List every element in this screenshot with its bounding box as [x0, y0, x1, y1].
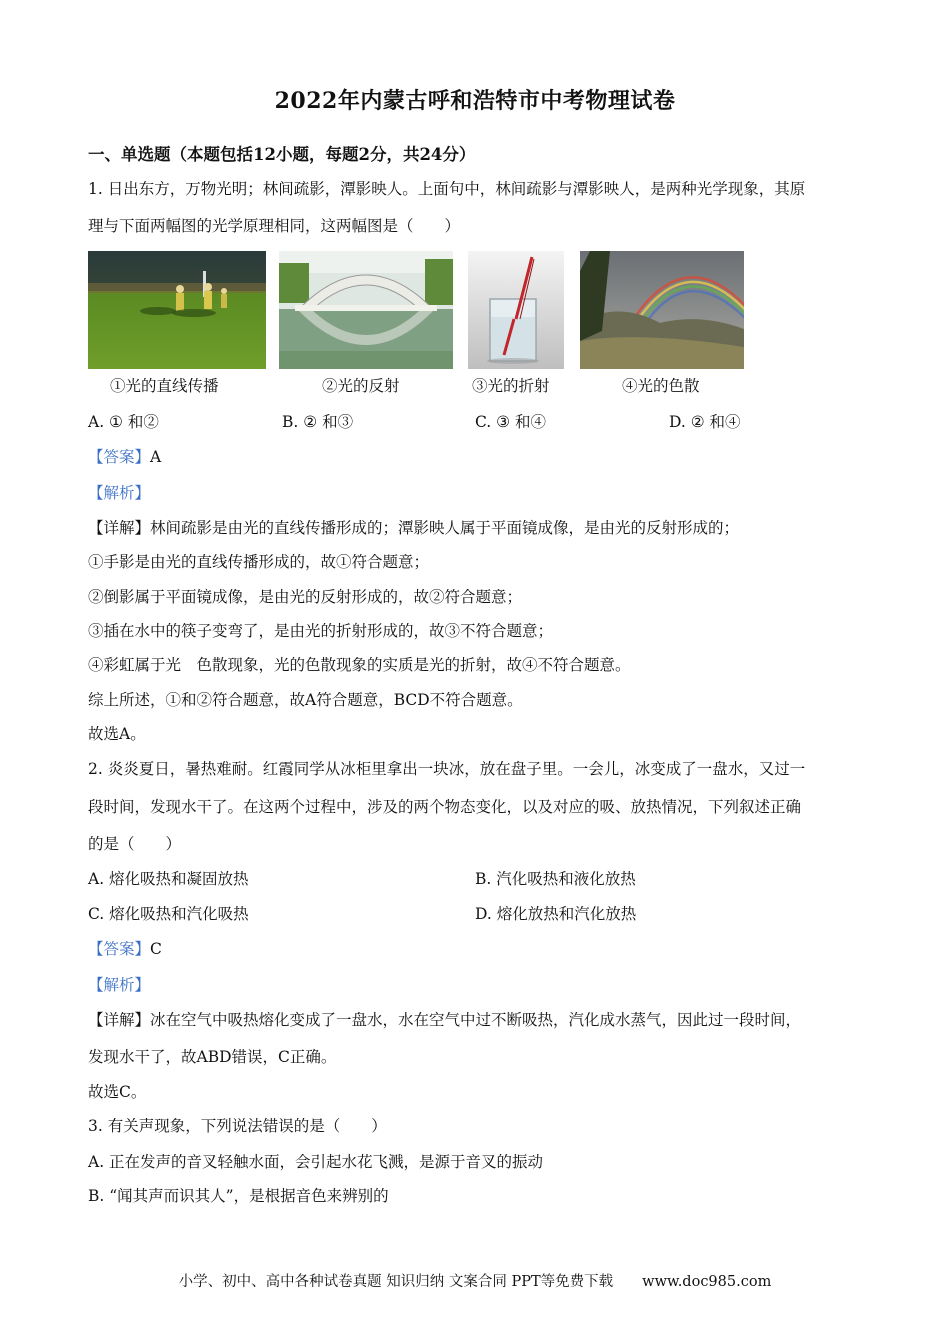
page-title: 2022年内蒙古呼和浩特市中考物理试卷: [274, 88, 676, 114]
q3-option-b: B. “闻其声而识其人”，是根据音色来辨别的: [88, 1187, 389, 1205]
page-footer: 小学、初中、高中各种试卷真题 知识归纳 文案合同 PPT等免费下载 www.doc985.com: [178, 1274, 772, 1290]
q1-option-d: D. ② 和④: [669, 413, 741, 431]
q1-caption-3: ③光的折射: [472, 377, 550, 395]
q1-caption-4: ④光的色散: [622, 377, 700, 395]
answer-tag: 【答案】: [88, 448, 151, 466]
q1-image-row: [88, 251, 748, 369]
q1-detail-line7: 故选A。: [88, 725, 146, 743]
q1-option-c: C. ③ 和④: [475, 413, 546, 431]
detail-tag: 【详解】: [88, 1011, 151, 1029]
answer-tag: 【答案】: [88, 940, 151, 958]
section-heading: 一、单选题（本题包括12小题，每题2分，共24分）: [88, 145, 476, 164]
q2-analysis-tag: 【解析】: [88, 976, 151, 994]
q1-caption-2: ②光的反射: [322, 377, 400, 395]
q1-caption-1: ①光的直线传播: [110, 377, 219, 395]
q1-detail-line5: ④彩虹属于光 色散现象，光的色散现象的实质是光的折射，故④不符合题意。: [88, 656, 631, 674]
q1-option-b: B. ② 和③: [282, 413, 354, 431]
q2-option-b: B. 汽化吸热和液化放热: [475, 870, 636, 888]
q1-stem-line2: 理与下面两幅图的光学原理相同，这两幅图是（ ）: [88, 217, 461, 235]
answer-value: A: [150, 448, 162, 466]
q2-option-a: A. 熔化吸热和凝固放热: [88, 870, 249, 888]
q1-detail-line6: 综上所述，①和②符合题意，故A符合题意，BCD不符合题意。: [88, 691, 523, 709]
q2-detail-line1: [88, 1008, 801, 1030]
q1-option-a: A. ① 和②: [88, 413, 159, 431]
q3-option-a: A. 正在发声的音叉轻触水面，会引起水花飞溅，是源于音叉的振动: [88, 1153, 544, 1171]
q2-option-d: D. 熔化放热和汽化放热: [475, 905, 637, 923]
q1-detail-line1: [88, 516, 739, 538]
q3-stem: 3. 有关声现象，下列说法错误的是（ ）: [88, 1117, 387, 1135]
q2-stem-line3: 的是（ ）: [88, 835, 182, 853]
q1-analysis-tag: 【解析】: [88, 484, 151, 502]
q2-option-c: C. 熔化吸热和汽化吸热: [88, 905, 249, 923]
q1-answer: [88, 445, 161, 467]
rainbow-photo: [580, 251, 744, 369]
q1-detail-line4: ③插在水中的筷子变弯了，是由光的折射形成的，故③不符合题意；: [88, 622, 554, 640]
shadow-photo: [88, 251, 266, 369]
q2-answer: [88, 937, 162, 959]
detail-tag: 【详解】: [88, 519, 151, 537]
q1-detail-line2: ①手影是由光的直线传播形成的，故①符合题意；: [88, 553, 430, 571]
q2-detail-line2: 发现水干了，故ABD错误，C正确。: [88, 1048, 337, 1066]
q1-detail-line3: ②倒影属于平面镜成像，是由光的反射形成的，故②符合题意；: [88, 588, 523, 606]
detail-text: 林间疏影是由光的直线传播形成的；潭影映人属于平面镜成像，是由光的反射形成的；: [150, 519, 740, 537]
q1-stem-line1: 1. 日出东方，万物光明；林间疏影，潭影映人。上面句中，林间疏影与潭影映人，是两种光学现象，其原: [88, 180, 806, 198]
chopstick-glass-photo: [468, 251, 564, 369]
answer-value: C: [150, 940, 162, 958]
q2-stem-line2: 段时间，发现水干了。在这两个过程中，涉及的两个物态变化，以及对应的吸、放热情况，下列叙述正确: [88, 798, 802, 816]
q2-detail-line3: 故选C。: [88, 1083, 147, 1101]
detail-text: 冰在空气中吸热熔化变成了一盘水，水在空气中过不断吸热，汽化成水蒸气，因此过一段时间，: [150, 1011, 802, 1029]
q2-stem-line1: 2. 炎炎夏日，暑热难耐。红霞同学从冰柜里拿出一块冰，放在盘子里。一会儿，冰变成了一盘水，又过一: [88, 760, 806, 778]
bridge-reflection-photo: [279, 251, 453, 369]
